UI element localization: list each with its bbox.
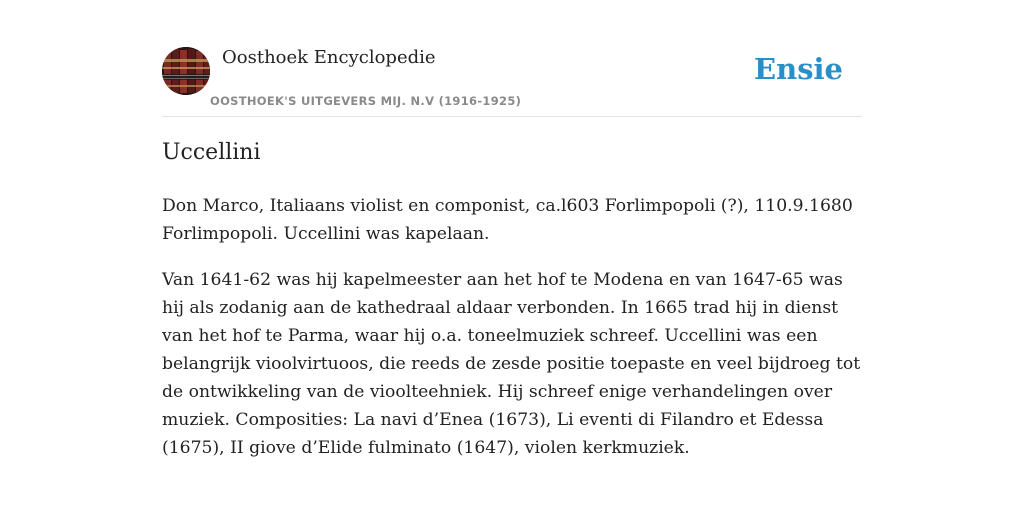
book-spines-icon[interactable] xyxy=(162,47,210,95)
site-header xyxy=(162,46,862,117)
article-paragraph: Van 1641-62 was hij kapelmeester aan het hof te Modena en van 1647-65 was hij als zodanig aan de kathedraal aldaar verbonden. In 1665 trad hij in dienst van het hof te Parma, waar hij o.a. toneelmuziek schreef. Uccellini was een belangrijk vioolvirtuoos, die reeds de zesde positie toepaste en veel bijdroeg tot de ontwikkeling van de vioolteehniek. Hij schreef enige verhandelingen over muziek. Composities: La navi d’Enea (1673), Li eventi di Filandro et Edessa (1675), II giove d’Elide fulminato (1647), violen kerkmuziek. xyxy=(162,270,861,458)
site-title[interactable]: Oosthoek Encyclopedie xyxy=(222,47,436,68)
article-title: Uccellini xyxy=(162,140,261,165)
book-spines-image xyxy=(162,47,210,95)
site-subtitle: OOSTHOEK'S UITGEVERS MIJ. N.V (1916-1925) xyxy=(210,94,522,108)
brand-logo-link[interactable]: Ensie xyxy=(754,52,843,86)
article-paragraph: Don Marco, Italiaans violist en componist, ca.l603 Forlimpopoli (?), 110.9.1680 Forlimpopoli. Uccellini was kapelaan. xyxy=(162,196,853,244)
article-body xyxy=(162,192,862,480)
